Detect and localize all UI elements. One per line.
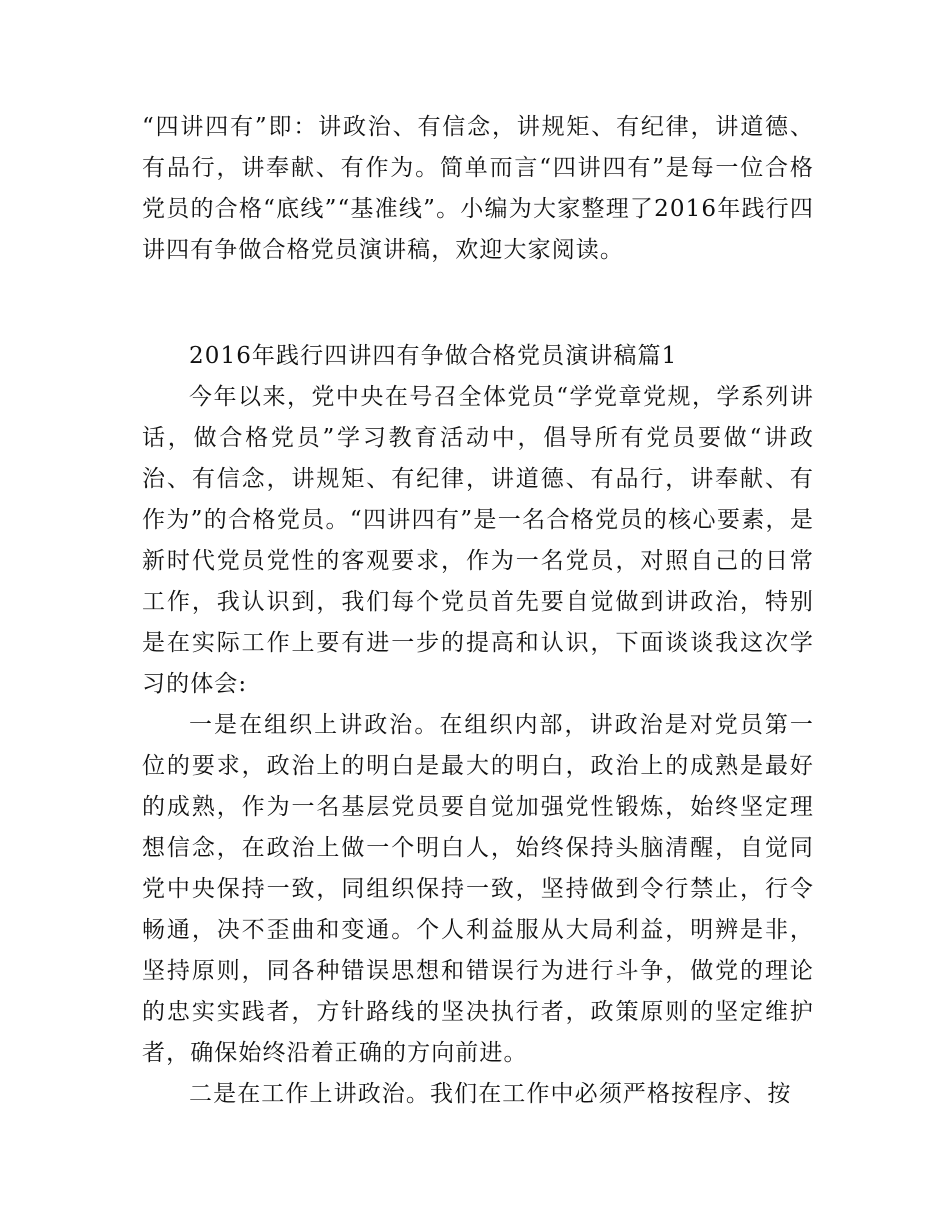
section-heading: 2016年践行四讲四有争做合格党员演讲稿篇1 <box>189 343 678 369</box>
section-gap <box>142 271 814 336</box>
intro-paragraph: “四讲四有”即：讲政治、有信念，讲规矩、有纪律，讲道德、有品行，讲奉献、有作为。简单而言“四讲四有”是每一位合格党员的合格“底线”“基准线”。小编为大家整理了2016年践行四讲四有争做合格党员演讲稿，欢迎大家阅读。 <box>142 114 814 263</box>
document-body <box>142 107 814 1115</box>
body-paragraph-1: 今年以来，党中央在号召全体党员“学党章党规，学系列讲话，做合格党员”学习教育活动中，倡导所有党员要做“讲政治、有信念，讲规矩、有纪律，讲道德、有品行，讲奉献、有作为”的合格党员。“四讲四有”是一名合格党员的核心要素，是新时代党员党性的客观要求，作为一名党员，对照自己的日常工作，我认识到，我们每个党员首先要自觉做到讲政治，特别是在实际工作上要有进一步的提高和认识，下面谈谈我这次学习的体会: <box>142 384 814 697</box>
body-paragraph-2: 一是在组织上讲政治。在组织内部，讲政治是对党员第一位的要求，政治上的明白是最大的明白，政治上的成熟是最好的成熟，作为一名基层党员要自觉加强党性锻炼，始终坚定理想信念，在政治上做一个明白人，始终保持头脑清醒，自觉同党中央保持一致，同组织保持一致，坚持做到令行禁止，行令畅通，决不歪曲和变通。个人利益服从大局利益，明辨是非，坚持原则，同各种错误思想和错误行为进行斗争，做党的理论的忠实实践者，方针路线的坚决执行者，政策原则的坚定维护者，确保始终沿着正确的方向前进。 <box>142 712 814 1066</box>
body-paragraph-3: 二是在工作上讲政治。我们在工作中必须严格按程序、按 <box>189 1081 792 1107</box>
